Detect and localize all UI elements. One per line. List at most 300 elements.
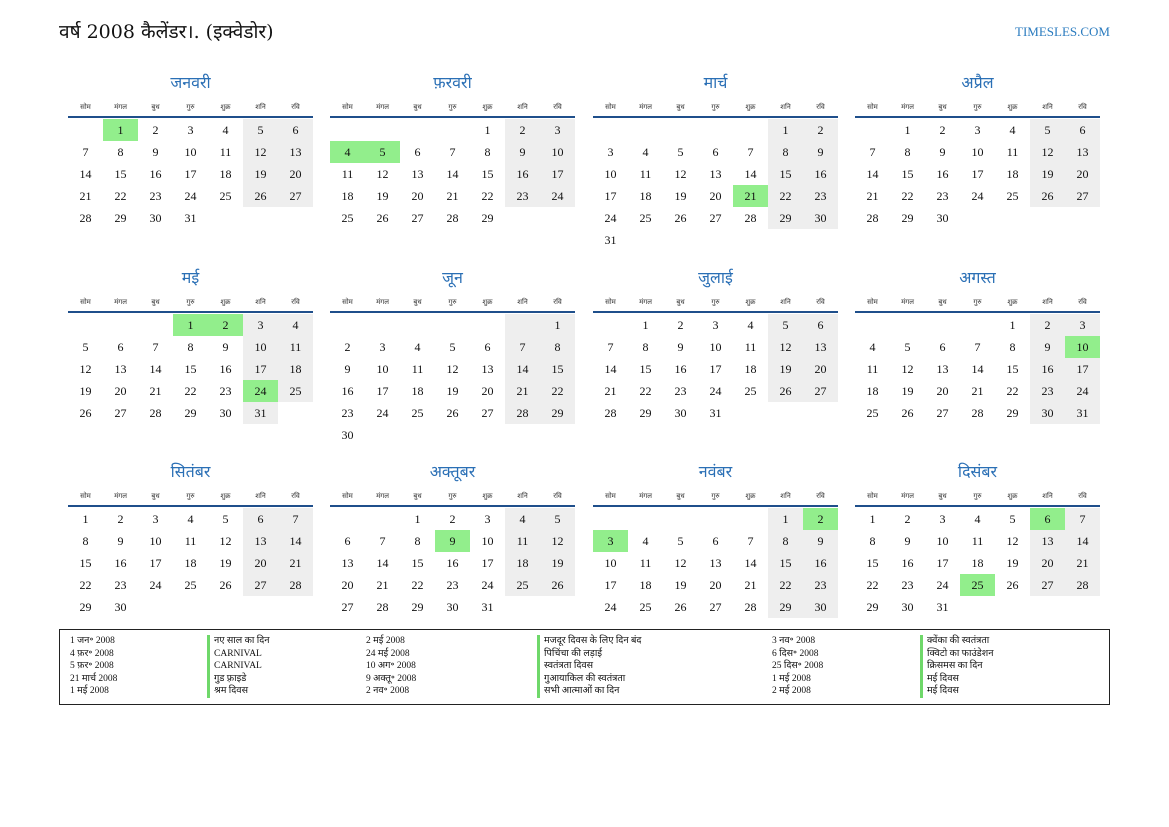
holiday-date: 1 मई 2008	[70, 686, 109, 697]
weekday-label: बुध	[676, 298, 685, 306]
weekday-label: सोम	[867, 298, 878, 306]
empty-cell	[103, 314, 138, 336]
month-2	[330, 70, 575, 229]
day-cell: 11	[411, 362, 424, 376]
weekday-label: शुक्र	[1007, 492, 1018, 500]
day-cell: 19	[219, 556, 232, 570]
day-cell: 26	[674, 600, 687, 614]
empty-cell	[593, 119, 628, 141]
day-cell: 24	[540, 185, 575, 207]
empty-cell	[435, 119, 470, 141]
weekday-label: बुध	[151, 103, 160, 111]
day-cell: 31	[604, 233, 617, 247]
holiday-date: 4 फ़र॰ 2008	[70, 648, 114, 659]
month-7	[593, 265, 838, 424]
day-cell: 21	[79, 189, 92, 203]
day-cell: 23	[341, 406, 354, 420]
weekday-label: मंगल	[639, 103, 652, 111]
empty-cell	[768, 402, 803, 424]
day-cell: 23	[674, 384, 687, 398]
day-cell: 15	[114, 167, 127, 181]
day-cell: 30	[901, 600, 914, 614]
month-5	[68, 265, 313, 424]
day-cell: 8	[642, 340, 649, 354]
day-cell: 29	[79, 600, 92, 614]
weekday-header	[330, 291, 575, 313]
day-cell: 7	[152, 340, 159, 354]
day-cell: 14	[149, 362, 162, 376]
day-cell: 26	[219, 578, 232, 592]
day-cell: 2	[939, 123, 946, 137]
day-cell: 13	[411, 167, 424, 181]
day-cell: 4	[278, 314, 313, 336]
day-cell: 21	[604, 384, 617, 398]
day-cell: 5	[768, 314, 803, 336]
day-cell: 26	[1006, 578, 1019, 592]
day-cell: 12	[1006, 534, 1019, 548]
empty-cell	[733, 402, 768, 424]
month-1	[68, 70, 313, 229]
weekday-header	[855, 291, 1100, 313]
day-cell: 16	[505, 163, 540, 185]
holiday-day-cell: 4	[330, 141, 365, 163]
day-cell: 31	[1065, 402, 1100, 424]
day-cell: 5	[677, 145, 684, 159]
day-cell: 17	[1065, 358, 1100, 380]
day-cell: 18	[639, 578, 652, 592]
day-cell: 18	[341, 189, 354, 203]
day-cell: 13	[341, 556, 354, 570]
weekday-label: बुध	[151, 492, 160, 500]
day-cell: 15	[540, 358, 575, 380]
day-cell: 3	[712, 318, 719, 332]
weekday-label: शुक्र	[482, 298, 493, 306]
day-cell: 26	[79, 406, 92, 420]
day-cell: 12	[768, 336, 803, 358]
day-cell: 9	[152, 145, 159, 159]
day-cell: 20	[481, 384, 494, 398]
day-cell: 15	[866, 556, 879, 570]
day-cell: 16	[219, 362, 232, 376]
day-cell: 24	[936, 578, 949, 592]
weekday-label: गुरु	[186, 103, 195, 111]
day-cell: 26	[674, 211, 687, 225]
empty-cell	[1065, 596, 1100, 618]
page-title: वर्ष 2008 कैलेंडर।. (इक्वेडोर)	[59, 21, 274, 43]
day-cell: 24	[1065, 380, 1100, 402]
day-cell: 24	[604, 600, 617, 614]
day-cell: 1	[904, 123, 911, 137]
day-cell: 14	[1065, 530, 1100, 552]
day-cell: 15	[768, 552, 803, 574]
empty-cell	[1030, 596, 1065, 618]
day-cell: 24	[709, 384, 722, 398]
empty-cell	[960, 596, 995, 618]
day-cell: 29	[901, 211, 914, 225]
weekday-label: सोम	[605, 103, 616, 111]
day-cell: 29	[481, 211, 494, 225]
day-cell: 6	[939, 340, 946, 354]
day-cell: 29	[411, 600, 424, 614]
day-cell: 11	[341, 167, 354, 181]
weekday-label: शुक्र	[1007, 103, 1018, 111]
day-cell: 5	[904, 340, 911, 354]
holiday-day-cell: 10	[1065, 336, 1100, 358]
day-cell: 4	[974, 512, 981, 526]
weekday-header	[593, 485, 838, 507]
holiday-day-cell: 6	[1030, 508, 1065, 530]
holiday-name: मई दिवस	[920, 673, 993, 686]
weekday-label: सोम	[80, 298, 91, 306]
weekday-header	[68, 485, 313, 507]
day-cell: 6	[484, 340, 491, 354]
day-cell: 3	[187, 123, 194, 137]
day-cell: 2	[117, 512, 124, 526]
day-cell: 4	[1009, 123, 1016, 137]
day-cell: 16	[674, 362, 687, 376]
day-cell: 29	[1006, 406, 1019, 420]
weekday-label: मंगल	[114, 298, 127, 306]
day-cell: 19	[376, 189, 389, 203]
weekday-label: शनि	[780, 492, 791, 500]
day-cell: 10	[540, 141, 575, 163]
day-cell: 26	[768, 380, 803, 402]
weekday-header	[330, 96, 575, 118]
day-cell: 19	[768, 358, 803, 380]
day-cell: 7	[505, 336, 540, 358]
day-cell: 22	[1006, 384, 1019, 398]
day-cell: 18	[639, 189, 652, 203]
day-cell: 5	[449, 340, 456, 354]
weekday-label: शनि	[1042, 298, 1053, 306]
days-grid	[855, 314, 1100, 424]
day-cell: 23	[1030, 380, 1065, 402]
day-cell: 28	[505, 402, 540, 424]
month-12	[855, 459, 1100, 618]
day-cell: 13	[243, 530, 278, 552]
day-cell: 9	[344, 362, 351, 376]
day-cell: 9	[222, 340, 229, 354]
weekday-label: गुरु	[973, 298, 982, 306]
day-cell: 22	[79, 578, 92, 592]
holiday-date: 5 फ़र॰ 2008	[70, 661, 114, 672]
day-cell: 7	[278, 508, 313, 530]
site-link[interactable]: TIMESLES.COM	[1015, 24, 1110, 39]
weekday-label: शनि	[255, 492, 266, 500]
day-cell: 13	[709, 556, 722, 570]
weekday-label: सोम	[605, 298, 616, 306]
day-cell: 17	[184, 167, 197, 181]
day-cell: 31	[184, 211, 197, 225]
day-cell: 30	[674, 406, 687, 420]
holiday-date: 3 नव॰ 2008	[772, 636, 816, 646]
day-cell: 8	[82, 534, 89, 548]
day-cell: 28	[744, 600, 757, 614]
weekday-header	[593, 291, 838, 313]
day-cell: 19	[1006, 556, 1019, 570]
day-cell: 9	[677, 340, 684, 354]
day-cell: 10	[604, 167, 617, 181]
month-name: जुलाई	[698, 268, 733, 287]
day-cell: 6	[278, 119, 313, 141]
day-cell: 30	[803, 207, 838, 229]
empty-cell	[628, 229, 663, 251]
weekday-label: सोम	[80, 103, 91, 111]
day-cell: 26	[540, 574, 575, 596]
day-cell: 19	[1030, 163, 1065, 185]
month-name: जून	[442, 268, 463, 287]
day-cell: 27	[709, 211, 722, 225]
weekday-label: शनि	[1042, 103, 1053, 111]
weekday-label: शुक्र	[745, 103, 756, 111]
holiday-name: CARNIVAL	[207, 660, 270, 673]
day-cell: 3	[540, 119, 575, 141]
day-cell: 4	[187, 512, 194, 526]
day-cell: 5	[243, 119, 278, 141]
month-9	[68, 459, 313, 618]
empty-cell	[663, 508, 698, 530]
holiday-date: 2 मई 2008	[772, 686, 811, 697]
day-cell: 23	[149, 189, 162, 203]
day-cell: 19	[674, 189, 687, 203]
empty-cell	[768, 229, 803, 251]
day-cell: 27	[411, 211, 424, 225]
empty-cell	[365, 314, 400, 336]
month-6	[330, 265, 575, 446]
day-cell: 28	[866, 211, 879, 225]
holiday-name-column	[207, 635, 270, 698]
day-cell: 19	[243, 163, 278, 185]
day-cell: 16	[803, 163, 838, 185]
day-cell: 24	[481, 578, 494, 592]
day-cell: 13	[114, 362, 127, 376]
day-cell: 15	[639, 362, 652, 376]
day-cell: 7	[869, 145, 876, 159]
holiday-date-column	[366, 635, 416, 698]
weekday-label: रवि	[291, 298, 300, 306]
empty-cell	[173, 596, 208, 618]
weekday-label: शुक्र	[220, 103, 231, 111]
empty-cell	[698, 119, 733, 141]
weekday-label: गुरु	[711, 298, 720, 306]
weekday-label: गुरु	[186, 298, 195, 306]
day-cell: 9	[939, 145, 946, 159]
day-cell: 25	[278, 380, 313, 402]
days-grid	[68, 314, 313, 424]
day-cell: 2	[344, 340, 351, 354]
weekday-label: मंगल	[639, 492, 652, 500]
day-cell: 31	[481, 600, 494, 614]
month-8	[855, 265, 1100, 424]
day-cell: 30	[803, 596, 838, 618]
day-cell: 1	[82, 512, 89, 526]
holiday-day-cell: 2	[208, 314, 243, 336]
day-cell: 10	[481, 534, 494, 548]
weekday-label: शनि	[1042, 492, 1053, 500]
day-cell: 29	[866, 600, 879, 614]
day-cell: 10	[936, 534, 949, 548]
day-cell: 2	[449, 512, 456, 526]
day-cell: 2	[803, 119, 838, 141]
holiday-day-cell: 3	[593, 530, 628, 552]
empty-cell	[855, 119, 890, 141]
day-cell: 30	[1030, 402, 1065, 424]
day-cell: 14	[604, 362, 617, 376]
day-cell: 17	[481, 556, 494, 570]
day-cell: 4	[505, 508, 540, 530]
day-cell: 23	[901, 578, 914, 592]
day-cell: 9	[904, 534, 911, 548]
empty-cell	[278, 402, 313, 424]
holiday-name-column	[920, 635, 993, 698]
empty-cell	[733, 119, 768, 141]
day-cell: 25	[1006, 189, 1019, 203]
empty-cell	[960, 314, 995, 336]
day-cell: 20	[243, 552, 278, 574]
day-cell: 1	[642, 318, 649, 332]
day-cell: 27	[709, 600, 722, 614]
day-cell: 24	[149, 578, 162, 592]
day-cell: 24	[376, 406, 389, 420]
day-cell: 8	[904, 145, 911, 159]
empty-cell	[505, 596, 540, 618]
weekday-label: मंगल	[901, 298, 914, 306]
empty-cell	[698, 229, 733, 251]
weekday-label: बुध	[938, 298, 947, 306]
day-cell: 9	[117, 534, 124, 548]
day-cell: 9	[1030, 336, 1065, 358]
day-cell: 4	[414, 340, 421, 354]
holiday-name: पिचिंचा की लड़ाई	[537, 648, 641, 661]
weekday-label: गुरु	[973, 492, 982, 500]
day-cell: 10	[243, 336, 278, 358]
empty-cell	[435, 424, 470, 446]
day-cell: 3	[1065, 314, 1100, 336]
empty-cell	[243, 596, 278, 618]
days-grid	[855, 508, 1100, 618]
holiday-date: 9 अक्तू॰ 2008	[366, 673, 417, 684]
day-cell: 31	[709, 406, 722, 420]
day-cell: 29	[114, 211, 127, 225]
day-cell: 17	[149, 556, 162, 570]
day-cell: 15	[184, 362, 197, 376]
empty-cell	[365, 424, 400, 446]
day-cell: 22	[411, 578, 424, 592]
day-cell: 16	[1030, 358, 1065, 380]
day-cell: 25	[866, 406, 879, 420]
day-cell: 18	[411, 384, 424, 398]
weekday-label: मंगल	[639, 298, 652, 306]
day-cell: 3	[152, 512, 159, 526]
day-cell: 5	[677, 534, 684, 548]
days-grid	[593, 119, 838, 251]
weekday-label: गुरु	[448, 103, 457, 111]
month-10	[330, 459, 575, 618]
day-cell: 3	[939, 512, 946, 526]
day-cell: 8	[187, 340, 194, 354]
month-name: अक्तूबर	[429, 462, 476, 481]
day-cell: 22	[540, 380, 575, 402]
weekday-label: मंगल	[376, 492, 389, 500]
day-cell: 8	[540, 336, 575, 358]
day-cell: 18	[971, 556, 984, 570]
holiday-name: CARNIVAL	[207, 648, 270, 661]
day-cell: 27	[1065, 185, 1100, 207]
day-cell: 13	[1030, 530, 1065, 552]
day-cell: 19	[79, 384, 92, 398]
weekday-label: शुक्र	[220, 492, 231, 500]
holiday-name: श्रम दिवस	[207, 685, 270, 698]
day-cell: 11	[866, 362, 879, 376]
day-cell: 28	[1065, 574, 1100, 596]
weekday-label: सोम	[342, 298, 353, 306]
day-cell: 17	[971, 167, 984, 181]
holiday-name: गुड फ़्राइडे	[207, 673, 270, 686]
day-cell: 28	[278, 574, 313, 596]
empty-cell	[803, 402, 838, 424]
day-cell: 18	[278, 358, 313, 380]
day-cell: 22	[114, 189, 127, 203]
empty-cell	[68, 119, 103, 141]
day-cell: 6	[344, 534, 351, 548]
day-cell: 21	[971, 384, 984, 398]
day-cell: 20	[278, 163, 313, 185]
holiday-list-box	[59, 629, 1110, 705]
day-cell: 26	[901, 406, 914, 420]
day-cell: 29	[540, 402, 575, 424]
day-cell: 25	[219, 189, 232, 203]
day-cell: 11	[639, 167, 652, 181]
day-cell: 5	[222, 512, 229, 526]
day-cell: 6	[1065, 119, 1100, 141]
day-cell: 8	[117, 145, 124, 159]
day-cell: 23	[446, 578, 459, 592]
day-cell: 14	[971, 362, 984, 376]
month-3	[593, 70, 838, 251]
day-cell: 29	[768, 207, 803, 229]
holiday-date: 10 अग॰ 2008	[366, 661, 416, 672]
day-cell: 13	[278, 141, 313, 163]
day-cell: 20	[709, 189, 722, 203]
day-cell: 24	[971, 189, 984, 203]
day-cell: 11	[219, 145, 232, 159]
day-cell: 14	[376, 556, 389, 570]
day-cell: 21	[866, 189, 879, 203]
day-cell: 6	[712, 534, 719, 548]
day-cell: 2	[677, 318, 684, 332]
day-cell: 12	[674, 556, 687, 570]
day-cell: 18	[184, 556, 197, 570]
empty-cell	[400, 424, 435, 446]
day-cell: 10	[709, 340, 722, 354]
holiday-name: क्वेंका की स्वतंत्रता	[920, 635, 993, 648]
day-cell: 25	[639, 600, 652, 614]
weekday-label: सोम	[80, 492, 91, 500]
empty-cell	[890, 314, 925, 336]
holiday-name: क्विटो का फाउंडेशन	[920, 648, 993, 661]
day-cell: 11	[639, 556, 652, 570]
day-cell: 20	[936, 384, 949, 398]
day-cell: 7	[974, 340, 981, 354]
day-cell: 31	[243, 402, 278, 424]
weekday-header	[68, 96, 313, 118]
day-cell: 27	[243, 574, 278, 596]
holiday-date-column	[70, 635, 117, 698]
holiday-name: मई दिवस	[920, 685, 993, 698]
day-cell: 8	[768, 530, 803, 552]
holiday-date: 24 मई 2008	[366, 648, 410, 659]
day-cell: 14	[278, 530, 313, 552]
